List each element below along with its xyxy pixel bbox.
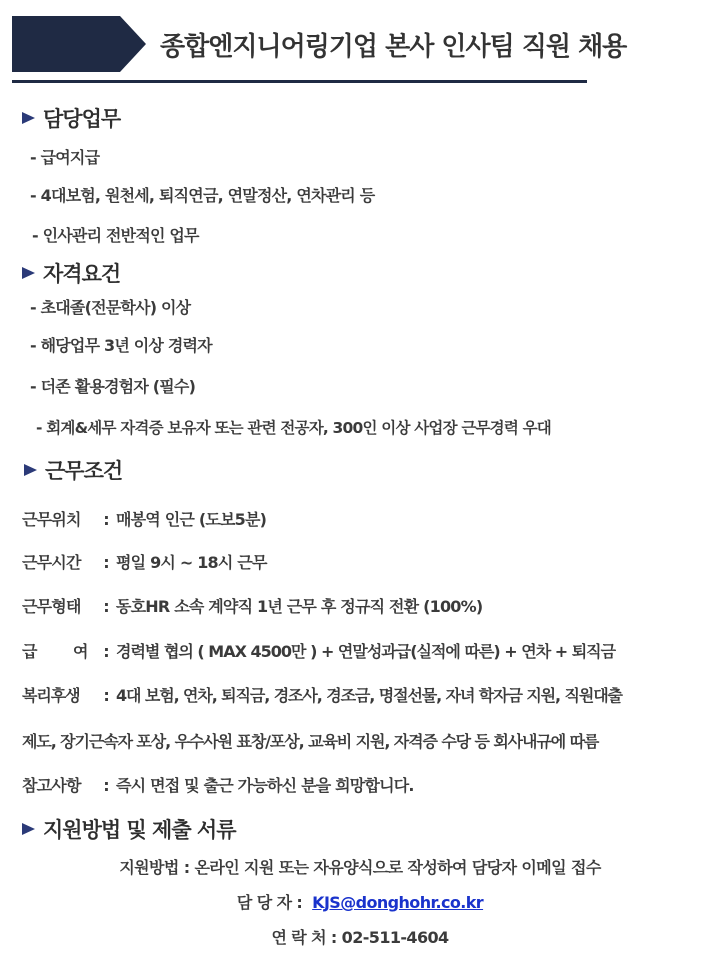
condition-label: 급 여 xyxy=(22,642,88,661)
qualification-item: - 초대졸(전문학사) 이상 xyxy=(30,298,191,317)
benefits-continuation: 제도, 장기근속자 포상, 우수사원 표창/포상, 교육비 지원, 자격증 수당 등 회사내규에 따름 xyxy=(22,732,599,751)
section-heading-duties xyxy=(22,103,120,133)
section-heading-qualifications xyxy=(22,258,120,288)
condition-separator: : xyxy=(103,776,109,795)
condition-separator: : xyxy=(103,642,109,661)
qualification-item: - 회계&세무 자격증 보유자 또는 관련 전공자, 300인 이상 사업장 근무경력 우대 xyxy=(36,419,551,437)
contact-label: 담 당 자 : xyxy=(236,893,303,912)
qualification-item: - 더존 활용경험자 (필수) xyxy=(30,377,196,396)
email-link[interactable]: KJS@donghohr.co.kr xyxy=(312,893,484,912)
section-heading-conditions xyxy=(22,455,122,485)
condition-value: 즉시 면접 및 출근 가능하신 분을 희망합니다. xyxy=(116,776,414,795)
condition-value: 동호HR 소속 계약직 1년 근무 후 정규직 전환 (100%) xyxy=(116,597,483,616)
condition-row-salary xyxy=(22,639,615,662)
section-title: 근무조건 xyxy=(45,459,123,483)
condition-separator: : xyxy=(103,553,109,572)
condition-separator: : xyxy=(103,597,109,616)
duty-item: - 급여지급 xyxy=(30,148,100,167)
triangle-bullet-icon xyxy=(22,823,35,835)
duty-item: - 4대보험, 원천세, 퇴직연금, 연말정산, 연차관리 등 xyxy=(30,186,375,205)
condition-value: 경력별 협의 ( MAX 4500만 ) + 연말성과급(실적에 따른) + 연차 + 퇴직금 xyxy=(116,642,616,661)
condition-label: 근무형태 xyxy=(22,597,81,616)
section-heading-apply xyxy=(22,814,236,844)
triangle-bullet-icon xyxy=(24,464,37,476)
condition-value: 매봉역 인근 (도보5분) xyxy=(116,510,267,529)
contact-phone: 연 락 처 : 02-511-4604 xyxy=(271,928,449,947)
condition-label: 복리후생 xyxy=(22,686,80,705)
contact-person-row xyxy=(0,890,720,913)
condition-row-hours xyxy=(22,550,267,573)
triangle-bullet-icon xyxy=(22,112,35,124)
header-divider xyxy=(12,80,587,83)
condition-row-location xyxy=(22,507,266,530)
condition-label: 참고사항 xyxy=(22,776,81,795)
condition-row-benefits xyxy=(22,683,622,706)
duty-item: - 인사관리 전반적인 업무 xyxy=(32,226,199,245)
apply-method: 지원방법 : 온라인 지원 또는 자유양식으로 작성하여 담당자 이메일 접수 xyxy=(119,858,601,877)
condition-separator: : xyxy=(103,510,109,529)
header-banner-arrow xyxy=(12,16,146,72)
section-title: 담당업무 xyxy=(43,107,121,131)
condition-value: 4대 보험, 연차, 퇴직금, 경조사, 경조금, 명절선물, 자녀 학자금 지원, 직원대출 xyxy=(116,686,622,705)
page-title: 종합엔지니어링기업 본사 인사팀 직원 채용 xyxy=(160,32,627,62)
section-title: 자격요건 xyxy=(43,262,121,286)
condition-row-type xyxy=(22,594,482,617)
condition-value: 평일 9시 ~ 18시 근무 xyxy=(116,553,267,572)
condition-row-note xyxy=(22,773,414,796)
section-title: 지원방법 및 제출 서류 xyxy=(43,818,236,842)
condition-label: 근무시간 xyxy=(22,553,81,572)
condition-separator: : xyxy=(103,686,109,705)
triangle-bullet-icon xyxy=(22,267,35,279)
condition-label: 근무위치 xyxy=(22,510,81,529)
qualification-item: - 해당업무 3년 이상 경력자 xyxy=(30,336,212,355)
